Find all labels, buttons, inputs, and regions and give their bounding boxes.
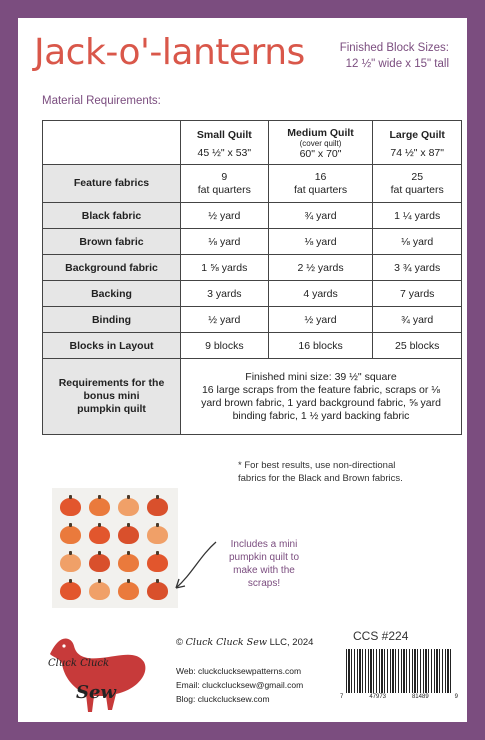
bonus-row-label: Requirements for the bonus mini pumpkin quilt — [43, 359, 181, 435]
table-cell: 9 blocks — [181, 333, 269, 359]
pumpkin-icon — [60, 582, 81, 600]
table-row — [43, 203, 462, 229]
table-cell: ½ yard — [268, 307, 373, 333]
product-code: CCS #224 — [353, 629, 409, 643]
pumpkin-icon — [118, 582, 139, 600]
table-row — [43, 255, 462, 281]
table-cell: ⅛ yard — [181, 229, 269, 255]
material-requirements-label: Material Requirements: — [42, 95, 161, 107]
column-name: Large Quilt — [389, 128, 445, 141]
table-cell: ⅛ yard — [373, 229, 462, 255]
column-name: Small Quilt — [196, 128, 252, 141]
barcode-numbers: 7 47973 81489 9 — [340, 694, 458, 700]
pattern-back-cover — [18, 18, 467, 722]
table-row — [43, 165, 462, 203]
table-cell: 2 ½ yards — [268, 255, 373, 281]
column-header-large — [373, 121, 462, 165]
barcode — [346, 649, 452, 693]
bonus-requirements-text: Finished mini size: 39 ½" square 16 large scraps from the feature fabric, scraps or ⅛ yard brown fabric, 1 yard background fabric, ⅝ yard binding fabric, 1 ½ yard backing fabric — [181, 359, 462, 435]
column-subtitle: (cover quilt) — [299, 139, 342, 148]
table-header-row — [43, 121, 462, 165]
table-cell: ¾ yard — [373, 307, 462, 333]
table-row — [43, 229, 462, 255]
table-cell: ⅛ yard — [268, 229, 373, 255]
table-row-bonus — [43, 359, 462, 435]
row-label: Backing — [43, 281, 181, 307]
table-cell: 7 yards — [373, 281, 462, 307]
row-label: Blocks in Layout — [43, 333, 181, 359]
row-label: Binding — [43, 307, 181, 333]
row-label: Black fabric — [43, 203, 181, 229]
pumpkin-icon — [118, 554, 139, 572]
pumpkin-icon — [89, 526, 110, 544]
mini-quilt-callout: Includes a mini pumpkin quilt to make with the scraps! — [228, 539, 300, 589]
pumpkin-icon — [147, 582, 168, 600]
pumpkin-icon — [147, 526, 168, 544]
pumpkin-icon — [89, 498, 110, 516]
contact-info — [176, 664, 303, 706]
pumpkin-icon — [147, 498, 168, 516]
table-row — [43, 333, 462, 359]
column-dimensions: 45 ½" x 53" — [197, 146, 252, 159]
pumpkin-icon — [147, 554, 168, 572]
table-cell: 9 fat quarters — [181, 165, 269, 203]
pumpkin-icon — [118, 498, 139, 516]
column-header-medium — [268, 121, 373, 165]
row-label: Feature fabrics — [43, 165, 181, 203]
logo-text-top: Cluck Cluck — [48, 658, 110, 669]
copyright-line: © Cluck Cluck Sew LLC, 2024 — [176, 637, 314, 648]
table-cell: 3 ¾ yards — [373, 255, 462, 281]
table-row — [43, 307, 462, 333]
pumpkin-icon — [60, 498, 81, 516]
blog-link[interactable]: Blog: cluckclucksew.com — [176, 694, 270, 704]
column-dimensions: 74 ½" x 87" — [390, 146, 444, 159]
pumpkin-icon — [89, 582, 110, 600]
mini-pumpkin-quilt-image — [52, 488, 178, 608]
hen-logo-icon — [40, 632, 160, 717]
table-cell: ½ yard — [181, 203, 269, 229]
table-cell: 1 ⅝ yards — [181, 255, 269, 281]
table-cell: 1 ¼ yards — [373, 203, 462, 229]
table-cell: ½ yard — [181, 307, 269, 333]
table-cell: ¾ yard — [268, 203, 373, 229]
email-link[interactable]: Email: cluckclucksew@gmail.com — [176, 680, 304, 690]
table-cell: 16 blocks — [268, 333, 373, 359]
column-dimensions: 60" x 70" — [299, 148, 342, 160]
arrow-icon — [170, 536, 220, 596]
block-sizes-label: Finished Block Sizes: — [339, 42, 449, 54]
column-header-small — [181, 121, 269, 165]
pumpkin-icon — [89, 554, 110, 572]
pumpkin-icon — [60, 526, 81, 544]
table-cell: 16 fat quarters — [268, 165, 373, 203]
website-link[interactable]: Web: cluckclucksewpatterns.com — [176, 666, 302, 676]
fabric-note: * For best results, use non-directional fabrics for the Black and Brown fabrics. — [238, 460, 403, 484]
row-label: Brown fabric — [43, 229, 181, 255]
table-row — [43, 281, 462, 307]
table-cell: 3 yards — [181, 281, 269, 307]
table-cell: 25 blocks — [373, 333, 462, 359]
pumpkin-icon — [60, 554, 81, 572]
finished-block-sizes — [340, 40, 449, 72]
block-sizes-value: 12 ½" wide x 15" tall — [345, 58, 449, 70]
pumpkin-icon — [118, 526, 139, 544]
material-requirements-table — [42, 120, 462, 435]
table-corner-cell — [43, 121, 181, 165]
table-cell: 25 fat quarters — [373, 165, 462, 203]
table-cell: 4 yards — [268, 281, 373, 307]
logo-text-bottom: Sew — [76, 682, 116, 703]
pattern-title: Jack-o'-lanterns — [34, 32, 305, 73]
column-name: Medium Quilt — [287, 127, 354, 139]
row-label: Background fabric — [43, 255, 181, 281]
